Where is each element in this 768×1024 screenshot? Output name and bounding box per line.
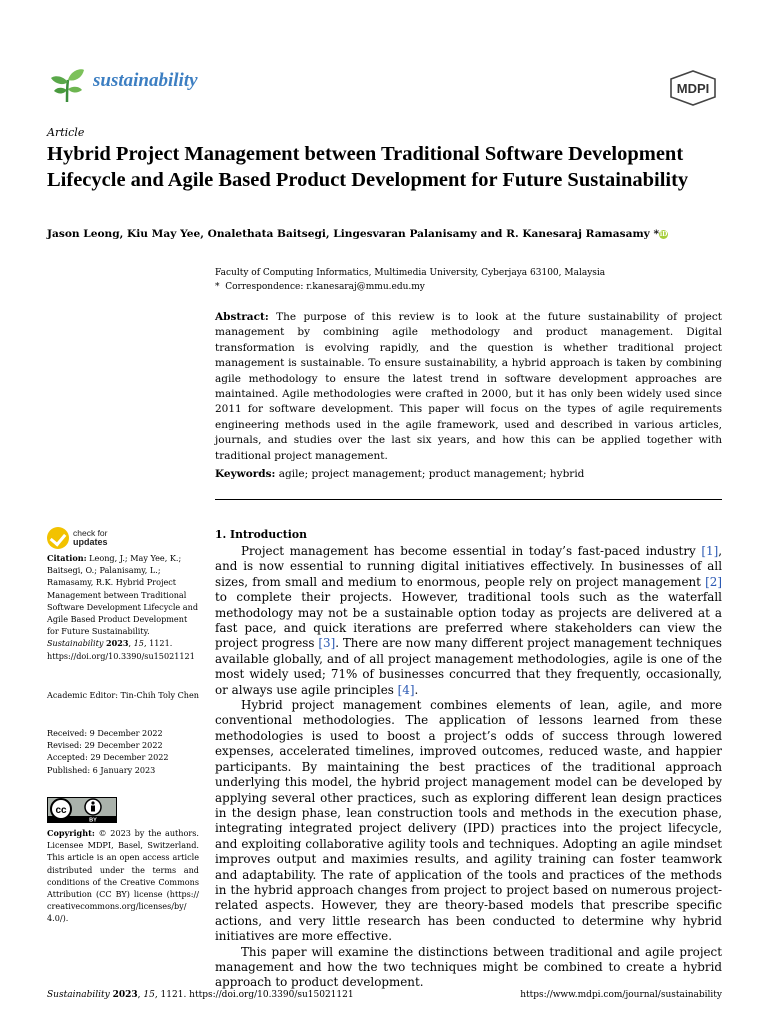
paragraph-2: Hybrid project management combines elements of lean, agile, and more conventional methodologies. The application of lessons learned from these methodologies is used to boost a project’s odds of success through lowered expenses, accelerated timelines, improved outcomes, reduced waste, and happier participants. By maintaining the best practices of the traditional approach underlying this model, the hybrid project management model can be developed by applying several other practices, such as exploring different lean design practices in the design phase, lean construction tools and methods in the execution phase, integrating integrated project delivery (IPD) practices into the project lifecycle, and exploiting collaborative agility tools and techniques. Adopting an agile mindset improves output and maximies results, and agility training can foster teamwork and adaptability. The rate of application of the tools and practices of the methods in the hybrid approach changes from project to project based on numerous project-related aspects. However, they are theory-based models that prescribe specific actions, and very little research has been conducted to determine why hybrid initiatives are more effective. — [215, 698, 722, 944]
citation-volume: 15 — [133, 638, 144, 649]
keywords — [215, 468, 722, 480]
copyright-block — [47, 827, 199, 925]
author-list — [47, 228, 727, 240]
article-type: Article — [47, 126, 85, 139]
journal-leaf-logo-icon — [47, 64, 87, 104]
footer-year: 2023 — [112, 990, 138, 1000]
academic-editor: Academic Editor: Tin-Chih Toly Chen — [47, 690, 200, 700]
citation-label: Citation: — [47, 553, 87, 563]
checkmark-icon — [47, 527, 69, 549]
dates-block — [47, 727, 199, 776]
p1-text-e: . — [414, 682, 419, 697]
citation-doi[interactable]: , 1121. https://doi.org/10.3390/su15021121 — [47, 638, 195, 661]
body-text — [215, 544, 722, 991]
check-updates-line2: updates — [73, 537, 108, 547]
p1-text-a: Project management has become essential in today’s fast-paced industry — [241, 544, 702, 558]
publisher-name: MDPI — [676, 81, 710, 96]
cc-by-label: BY — [89, 817, 97, 823]
paragraph-1 — [215, 544, 722, 698]
orcid-icon[interactable]: iD — [659, 231, 668, 238]
p1-text-c: to complete their projects. However, traditional tools such as the waterfall methodology may not be a sustainable option today as projects are delivered at a fast pace, and quick iterations are preferred where stakeholders can view the project progress — [215, 590, 722, 651]
citation-journal: Sustainability — [47, 638, 104, 649]
check-for-updates-badge[interactable] — [47, 527, 137, 549]
paper-title: Hybrid Project Management between Traditional Software Development Lifecycle and Agile Based Product Development for Future Sustainability — [47, 143, 689, 191]
published-date: Published: 6 January 2023 — [47, 764, 156, 775]
citation-text: Leong, J.; May Yee, K.; Baitsegi, O.; Palanisamy, L.; Ramasamy, R.K. Hybrid Project Management between Traditional Software Development Lifecycle and Agile Based Product Development for Future Sustainability. — [47, 553, 198, 637]
footer-journal: Sustainability — [47, 990, 110, 1000]
affiliation: Faculty of Computing Informatics, Multimedia University, Cyberjaya 63100, Malaysia — [215, 268, 606, 278]
citation-year: 2023 — [105, 638, 129, 649]
authors-text: Jason Leong, Kiu May Yee, Onalethata Baitsegi, Lingesvaran Palanisamy and R. Kanesaraj Ramasamy * — [47, 228, 660, 240]
p1-text-d: . There are now many different project management techniques available globally, and of all project management methodologies, agile is one of the most widely used; 71% of businesses concurred that they frequently, occasionally, or always use agile principles — [215, 636, 723, 697]
paragraph-3: This paper will examine the distinctions between traditional and agile project management and how the two techniques might be combined to create a hybrid approach to product development. — [215, 944, 722, 990]
copyright-label: Copyright: — [47, 828, 95, 838]
check-updates-line1: check for — [73, 528, 108, 538]
accepted-date: Accepted: 29 December 2022 — [47, 752, 169, 763]
abstract-label: Abstract: — [215, 311, 269, 323]
correspondence-marker: * — [215, 282, 220, 292]
correspondence-text[interactable]: Correspondence: r.kanesaraj@mmu.edu.my — [225, 282, 425, 292]
abstract — [215, 310, 722, 464]
revised-date: Revised: 29 December 2022 — [47, 740, 163, 751]
p1-text-b: , and is now essential to running digital initiatives effectively. In businesses of all sizes, from small and medium to enormous, people rely on project management — [215, 544, 722, 589]
cc-by-license-icon[interactable] — [47, 797, 117, 823]
footer-volume: 15 — [143, 990, 155, 1000]
copyright-text: © 2023 by the authors. Licensee MDPI, Basel, Switzerland. This article is an open access article distributed under the terms and conditions of the Creative Commons Attribution (CC BY) license (https:// creativecommons.org/licenses/by/ 4.0/). — [47, 828, 199, 924]
footer-doi[interactable]: , 1121. https://doi.org/10.3390/su15021121 — [154, 990, 354, 1000]
citation-ref-1[interactable]: [1] — [701, 544, 719, 558]
divider-rule — [215, 499, 722, 500]
journal-name[interactable]: sustainability — [93, 70, 198, 91]
section-heading-introduction: 1. Introduction — [215, 528, 307, 541]
keywords-label: Keywords: — [215, 468, 276, 480]
received-date: Received: 9 December 2022 — [47, 728, 163, 738]
citation-block: Citation: Leong, J.; May Yee, K.; Baitsegi, O.; Palanisamy, L.; Ramasamy, R.K. Hybrid Project Management between Traditional Software Development Lifecycle and Agile Based Product Development for Future Sustainability. Sustainability 2023, 15, 1121. https://doi.org/10.3390/su15021121 — [47, 553, 198, 661]
mdpi-logo-icon[interactable] — [667, 70, 719, 106]
footer-journal-url[interactable]: https://www.mdpi.com/journal/sustainability — [520, 990, 722, 1000]
keywords-text: agile; project management; product management; hybrid — [278, 468, 585, 480]
citation-ref-2[interactable]: [2] — [705, 574, 722, 589]
footer-citation: Sustainability 2023, 15, 1121. https://doi.org/10.3390/su15021121 — [47, 990, 354, 1000]
citation-ref-4[interactable]: [4] — [397, 682, 415, 697]
correspondence-line — [215, 282, 425, 292]
citation-ref-3[interactable]: [3] — [318, 636, 336, 651]
cc-label: cc — [55, 805, 67, 816]
abstract-text: The purpose of this review is to look at the future sustainability of project management by combining agile methodology and product management. Digital transformation is evolving rapidly, and the question is whether traditional project management is sustainable. To ensure sustainability, a hybrid approach is taken by combining agile methodology to ensure the latest trend in software development approaches are maintained. Agile methodologies were crafted in 2000, but it has only been widely used since 2011 for software development. This paper will focus on the types of agile requirements engineering methods used in the agile framework, used and described in various articles, journals, and studies over the last six years, and how this can be applied together with traditional project management. — [215, 311, 722, 462]
